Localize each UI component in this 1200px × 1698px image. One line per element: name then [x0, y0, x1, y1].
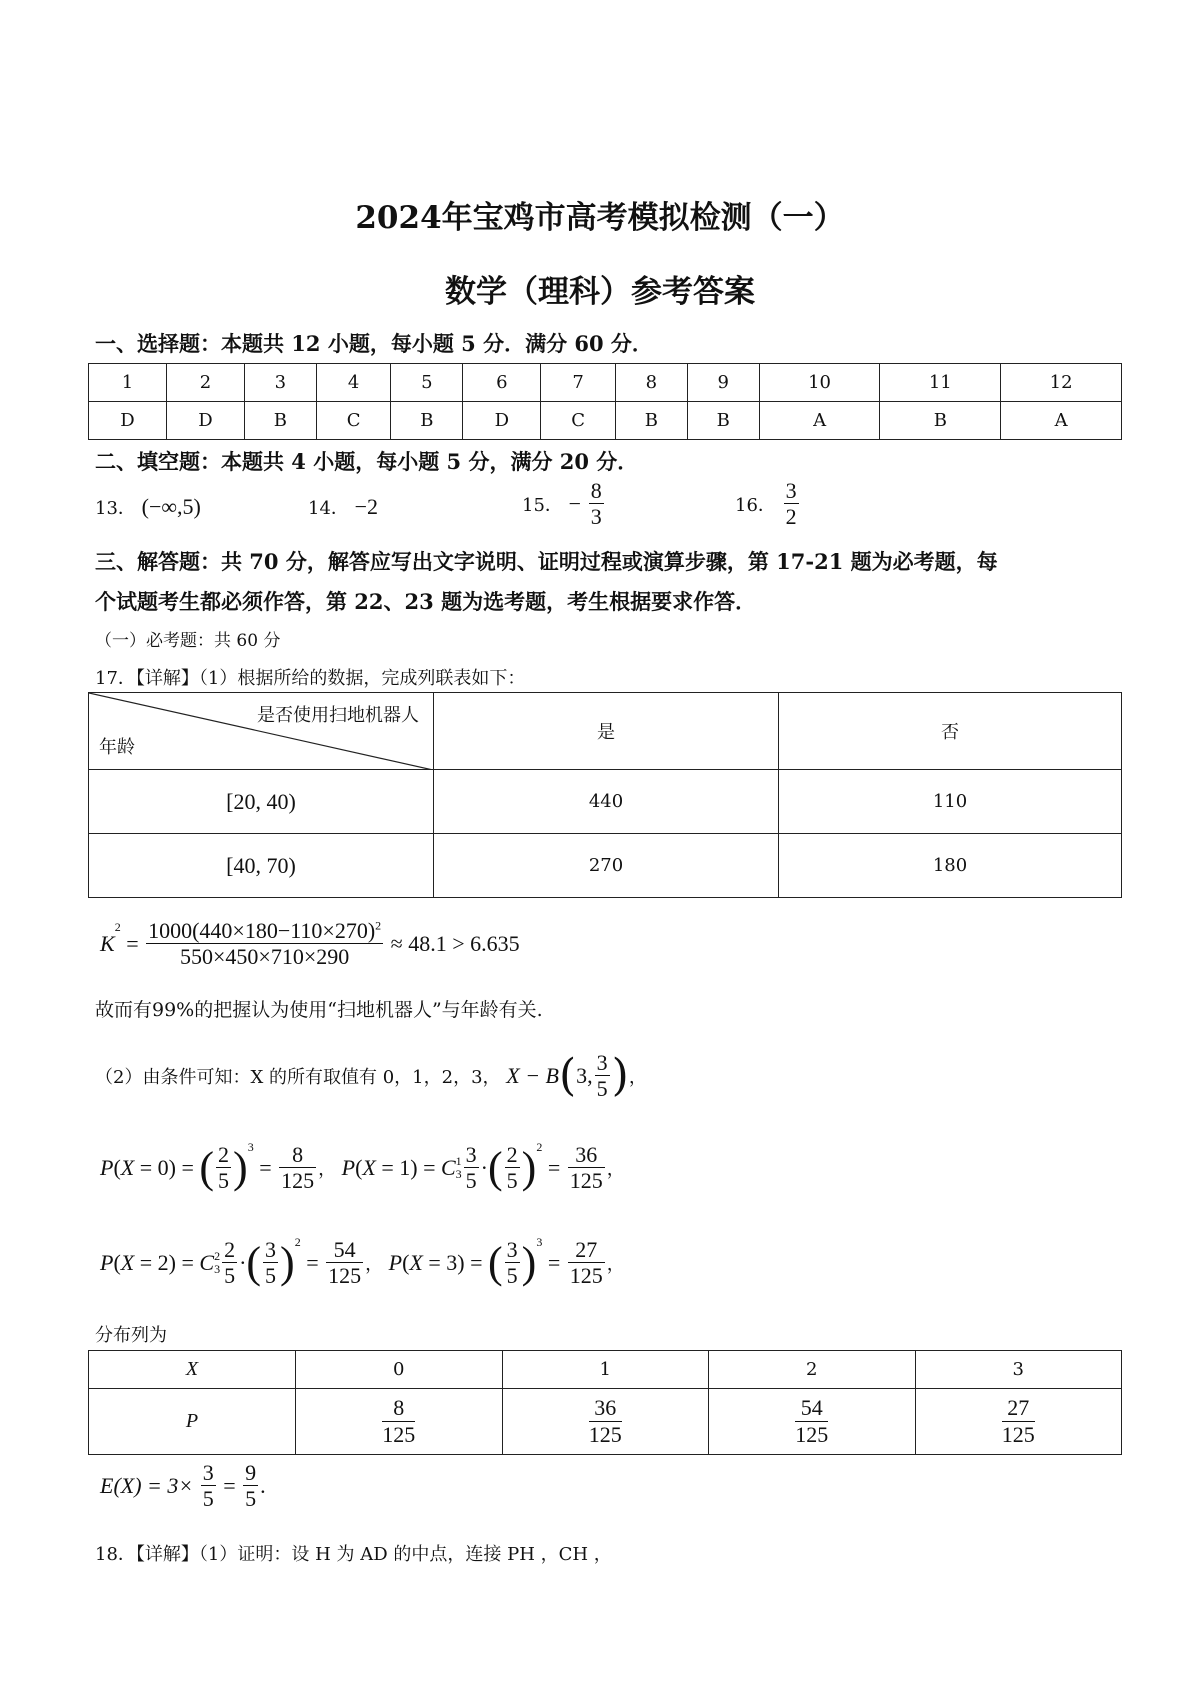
no-cell: 110: [779, 770, 1122, 834]
dist-p-row: [89, 1389, 1122, 1455]
col-no: 否: [779, 693, 1122, 770]
age-cell: [20, 40): [89, 770, 434, 834]
dist-label: 分布列为: [95, 1325, 167, 1346]
k2-result: ≈ 48.1 > 6.635: [390, 930, 520, 956]
q17-intro: 17．【详解】（1）根据所给的数据，完成列联表如下：: [95, 668, 526, 689]
expectation: E(X) = 3× $\frac{3}{5}$ = $\frac{9}{5}$ .: [100, 1460, 266, 1512]
p-denominator: 125: [795, 1422, 829, 1447]
required-label: （一）必考题：共 60 分: [95, 631, 281, 651]
answer: B: [615, 402, 687, 440]
dist-p-head: P: [89, 1389, 296, 1455]
q15-sign: −: [568, 490, 582, 516]
p-value: [296, 1389, 503, 1455]
ex-frac2: [243, 1460, 258, 1512]
ex-den2: 5: [245, 1486, 257, 1512]
q17-part2: （2）由条件可知：X 的所有取值有 0，1，2，3， X − B(3, $\frac{3}{5}$ )，: [95, 1049, 647, 1102]
q-number: 10: [759, 364, 880, 402]
k2-symbol: K: [100, 930, 115, 956]
contingency-header-row: [89, 693, 1122, 770]
ex-frac1: [201, 1460, 216, 1512]
diag-bottom-label: 年龄: [99, 737, 135, 758]
no-cell: 180: [779, 834, 1122, 898]
prob-line2: P(X = 2) = C 2 3 $\frac{2}{5}$ ·( $\frac{3}{5}$ )$^2$ = $\frac{54}{125}$ ， P(X = 3) = ( $\frac{3}{5}$ )$^3$ = $\frac{27}{125}$ ，: [100, 1235, 625, 1289]
x-value: 3: [915, 1351, 1122, 1389]
q17-conclusion: 故而有99%的把握认为使用“扫地机器人”与年龄有关.: [95, 999, 543, 1021]
answer: B: [244, 402, 316, 440]
q15-denominator: 3: [590, 504, 602, 530]
p-value: [709, 1389, 916, 1455]
p-value: [502, 1389, 709, 1455]
q16-fraction: [784, 478, 799, 530]
answer: D: [166, 402, 244, 440]
q16-label: 16．: [735, 494, 776, 516]
q15-numerator: 8: [590, 478, 602, 503]
answer: A: [759, 402, 880, 440]
q13-value: (−∞,5): [141, 494, 201, 519]
q-number: 2: [166, 364, 244, 402]
dist-x-row: [89, 1351, 1122, 1389]
q16-denominator: 2: [785, 504, 797, 530]
q-number: 6: [463, 364, 541, 402]
answer: B: [687, 402, 759, 440]
table-row: [89, 770, 1122, 834]
p-value: [915, 1389, 1122, 1455]
p-numerator: 36: [589, 1395, 622, 1422]
q-number: 3: [244, 364, 316, 402]
p-numerator: 27: [1002, 1395, 1035, 1422]
answer: C: [316, 402, 391, 440]
yes-cell: 270: [434, 834, 779, 898]
p-numerator: 54: [795, 1395, 828, 1422]
q-number: 7: [541, 364, 616, 402]
page-title: 2024年宝鸡市高考模拟检测（一）: [355, 200, 845, 236]
ex-equals: =: [223, 1472, 236, 1498]
answer: B: [391, 402, 463, 440]
q15-fraction: [589, 478, 604, 530]
p-numerator: 8: [382, 1395, 415, 1422]
p-denominator: 125: [588, 1422, 622, 1447]
q-number: 8: [615, 364, 687, 402]
col-yes: 是: [434, 693, 779, 770]
yes-cell: 440: [434, 770, 779, 834]
answer: A: [1001, 402, 1122, 440]
p-denominator: 125: [382, 1422, 416, 1447]
section1-heading: 一、选择题：本题共 12 小题，每小题 5 分．满分 60 分．: [95, 331, 653, 356]
p-denominator: 125: [1001, 1422, 1035, 1447]
age-cell: [40, 70): [89, 834, 434, 898]
section2-heading: 二、填空题：本题共 4 小题，每小题 5 分，满分 20 分．: [95, 449, 639, 474]
ex-lhs: E(X) = 3×: [100, 1472, 194, 1498]
q15: [522, 478, 606, 530]
q14: [308, 494, 378, 520]
binomial-symbol: X − B: [506, 1062, 559, 1088]
ex-num2: 9: [245, 1460, 257, 1485]
ex-den1: 5: [202, 1486, 214, 1512]
q-number: 5: [391, 364, 463, 402]
answer-number-row: [89, 364, 1122, 402]
page-subtitle: 数学（理科）参考答案: [445, 274, 755, 310]
q16-numerator: 3: [785, 478, 797, 503]
distribution-table: [88, 1350, 1122, 1455]
k2-numerator-text: 1000(440×180−110×270): [148, 918, 376, 943]
contingency-table: [88, 692, 1122, 898]
answer: C: [541, 402, 616, 440]
k2-formula: $K^2$ = $\frac{1000(440\times 180-110\times 270)^2}{550\times 450\times 710\times 290}$ ≈ 48.1 > 6.635: [100, 918, 520, 970]
k2-numerator: $1000(440\times 180-110\times 270)^2$: [148, 918, 382, 943]
diagonal-header-cell: [89, 693, 434, 770]
k2-fraction: [146, 918, 383, 970]
q-number: 4: [316, 364, 391, 402]
table-row: [89, 834, 1122, 898]
q-number: 11: [880, 364, 1001, 402]
q15-label: 15．: [522, 494, 563, 516]
binomial-p: $\frac{3}{5}$: [596, 1050, 608, 1102]
section3-heading-line1: 三、解答题：共 70 分，解答应写出文字说明、证明过程或演算步骤，第 17-21 题为必考题，每: [95, 549, 998, 574]
x-value: 1: [502, 1351, 709, 1389]
q18-intro: 18．【详解】（1）证明：设 H 为 AD 的中点，连接 PH ，CH ，: [95, 1544, 612, 1565]
q14-label: 14．: [308, 498, 349, 519]
q-number: 1: [89, 364, 167, 402]
dist-x-head: X: [89, 1351, 296, 1389]
q16: [735, 478, 801, 530]
q13-label: 13．: [95, 498, 136, 519]
k2-denominator: 550×450×710×290: [180, 944, 350, 970]
q-number: 9: [687, 364, 759, 402]
q13: [95, 494, 201, 520]
x-value: 2: [709, 1351, 916, 1389]
diag-top-label: 是否使用扫地机器人: [257, 705, 419, 726]
answer: D: [89, 402, 167, 440]
q14-value: −2: [354, 494, 379, 519]
answer-letter-row: [89, 402, 1122, 440]
answer-table: [88, 363, 1122, 440]
prob-line1: P(X = 0) = ( $\frac{2}{5}$ )$^3$ = $\frac{8}{125}$ ， P(X = 1) = C 1 3 $\frac{3}{5}$ ·( $\frac{2}{5}$ )$^2$ = $\frac{36}{125}$ ，: [100, 1140, 625, 1194]
ex-num1: 3: [202, 1460, 214, 1485]
part2-intro: （2）由条件可知：X 的所有取值有 0，1，2，3，: [95, 1066, 501, 1088]
answer: B: [880, 402, 1001, 440]
answer: D: [463, 402, 541, 440]
section3-heading-line2: 个试题考生都必须作答，第 22、23 题为选考题，考生根据要求作答．: [95, 589, 757, 614]
x-value: 0: [296, 1351, 503, 1389]
q-number: 12: [1001, 364, 1122, 402]
